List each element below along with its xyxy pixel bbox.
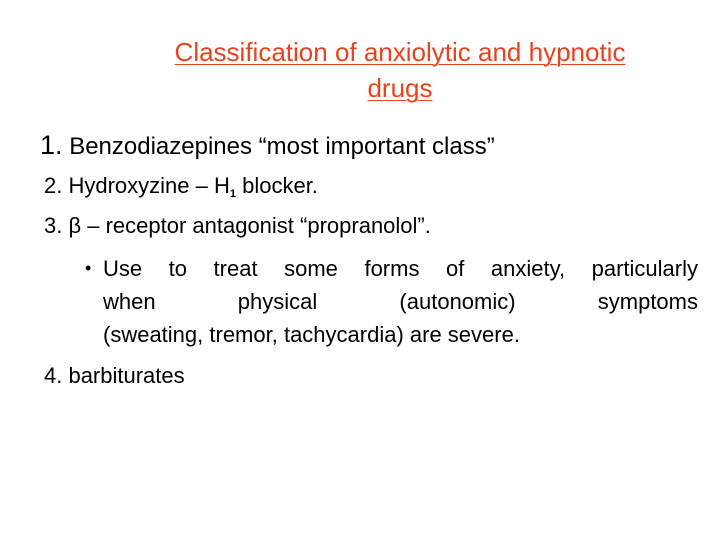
sub-bullet bbox=[85, 252, 698, 351]
sub-bullet-text bbox=[103, 252, 698, 351]
list-item-text: 4. barbiturates bbox=[44, 363, 185, 388]
title-line-1: Classification of anxiolytic and hypnotic bbox=[174, 37, 626, 67]
list-item-text: 2. Hydroxyzine – H bbox=[44, 173, 230, 198]
subscript: 1 bbox=[229, 188, 236, 200]
list-item-barbiturates bbox=[44, 360, 185, 392]
list-item-text-tail: blocker. bbox=[235, 173, 318, 198]
sub-bullet-line-2: when physical (autonomic) symptoms bbox=[103, 289, 698, 314]
list-item-beta-antagonist bbox=[44, 210, 431, 242]
list-item-number: 1. bbox=[40, 130, 63, 160]
list-item-benzodiazepines bbox=[40, 126, 495, 166]
list-item-text: 3. β – receptor antagonist “propranolol”. bbox=[44, 213, 431, 238]
list-item-hydroxyzine bbox=[44, 170, 318, 210]
sub-bullet-line-3: (sweating, tremor, tachycardia) are severe. bbox=[103, 322, 520, 347]
list-item-text: Benzodiazepines “most important class” bbox=[69, 133, 495, 160]
bullet-icon: • bbox=[85, 258, 92, 278]
slide-title bbox=[40, 34, 720, 106]
sub-bullet-line-1: Use to treat some forms of anxiety, particularly bbox=[103, 256, 698, 281]
title-line-2: drugs bbox=[367, 73, 433, 103]
